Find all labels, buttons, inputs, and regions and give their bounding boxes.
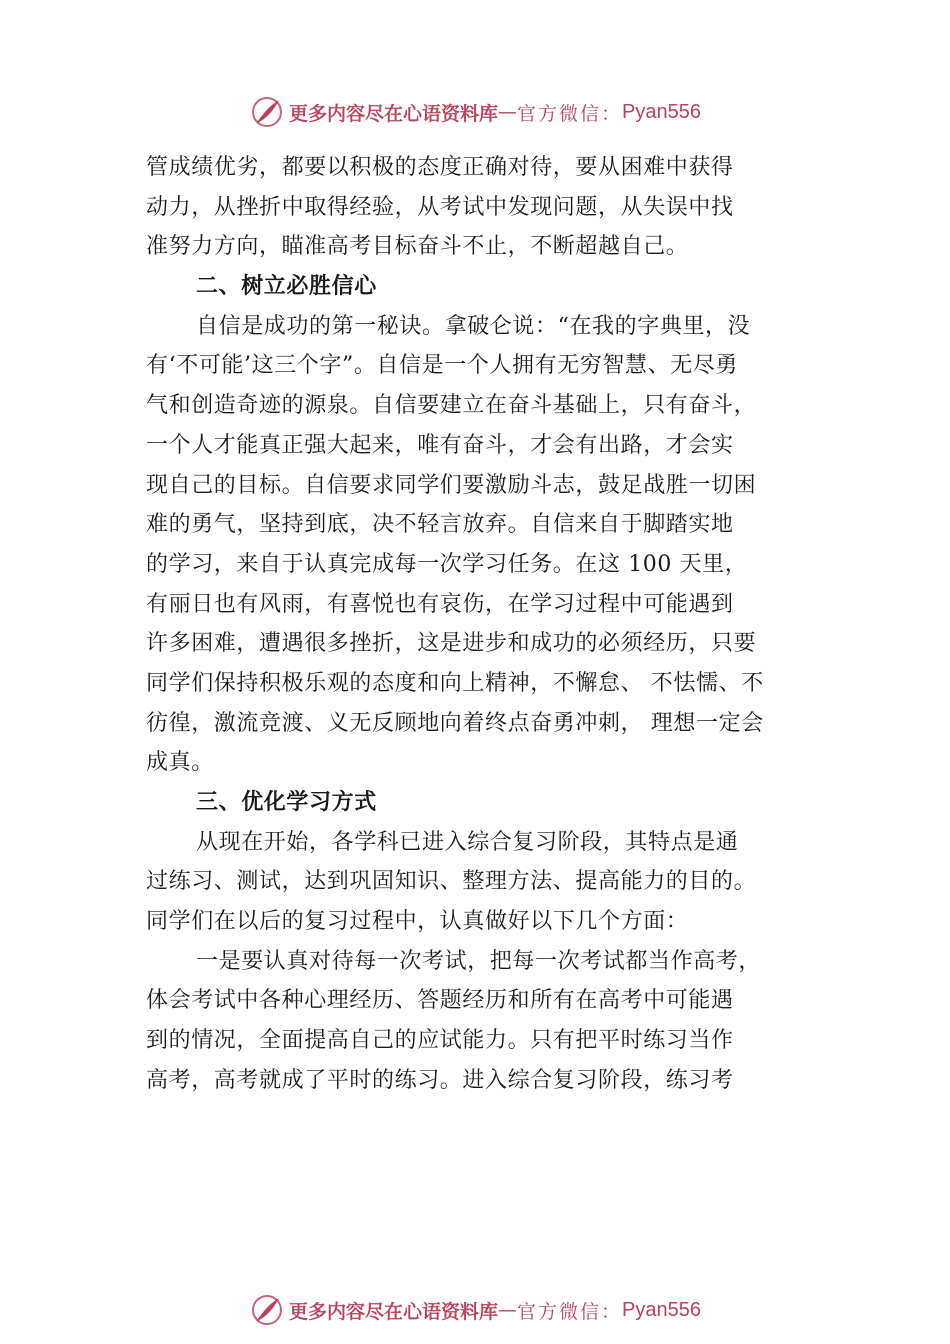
body-line: 有丽日也有风雨，有喜悦也有哀伤，在学习过程中可能遇到 — [146, 591, 734, 617]
banner-official-label: 官方微信： — [517, 102, 623, 125]
section-heading: 二、树立必胜信心 — [196, 274, 377, 300]
body-line: 的学习，来自于认真完成每一次学习任务。在这 100 天里， — [146, 551, 748, 577]
header-banner — [0, 92, 950, 132]
body-line: 一个人才能真正强大起来，唯有奋斗，才会有出路，才会实 — [146, 432, 734, 458]
body-line: 管成绩优劣，都要以积极的态度正确对待，要从困难中获得 — [146, 155, 734, 180]
body-line: 有‘不可能’这三个字”。自信是一个人拥有无穷智慧、无尽勇 — [146, 353, 739, 379]
body-line: 同学们保持积极乐观的态度和向上精神，不懈怠、 不怯懦、不 — [146, 670, 764, 696]
body-line: 成真。 — [146, 750, 214, 776]
body-line: 同学们在以后的复习过程中，认真做好以下几个方面： — [146, 909, 689, 935]
body-line: 一是要认真对待每一次考试，把每一次考试都当作高考， — [196, 948, 762, 974]
body-line: 动力，从挫折中取得经验，从考试中发现问题，从失误中找 — [146, 194, 734, 220]
section-heading: 三、优化学习方式 — [196, 790, 377, 815]
footer-banner — [0, 1290, 950, 1330]
body-line: 体会考试中各种心理经历、答题经历和所有在高考中可能遇 — [146, 988, 734, 1014]
body-line: 准努力方向，瞄准高考目标奋斗不止，不断超越自己。 — [146, 234, 689, 260]
body-line: 难的勇气，坚持到底，决不轻言放弃。自信来自于脚踏实地 — [146, 512, 734, 538]
body-line: 自信是成功的第一秘诀。拿破仑说：“在我的字典里，没 — [196, 313, 751, 339]
body-line: 气和创造奇迹的源泉。自信要建立在奋斗基础上，只有奋斗， — [146, 393, 757, 419]
banner-main-text: 更多内容尽在心语资料库 — [289, 102, 499, 125]
banner-official-label: 官方微信： — [517, 1300, 623, 1323]
quill-logo-icon — [249, 1292, 285, 1328]
body-line: 高考，高考就成了平时的练习。进入综合复习阶段，练习考 — [146, 1067, 734, 1093]
banner-dash: — — [498, 1299, 518, 1321]
document-body — [146, 148, 826, 1101]
body-line: 从现在开始，各学科已进入综合复习阶段，其特点是通 — [196, 829, 739, 855]
body-line: 到的情况，全面提高自己的应试能力。只有把平时练习当作 — [146, 1028, 734, 1054]
quill-logo-icon — [249, 94, 285, 130]
banner-dash: — — [498, 101, 518, 123]
body-line: 现自己的目标。自信要求同学们要激励斗志，鼓足战胜一切困 — [146, 472, 757, 498]
banner-main-text: 更多内容尽在心语资料库 — [289, 1300, 499, 1323]
banner-wechat-id: Pyan556 — [622, 1298, 701, 1321]
banner-wechat-id: Pyan556 — [622, 100, 701, 123]
body-line: 过练习、测试，达到巩固知识、整理方法、提高能力的目的。 — [146, 869, 757, 895]
body-line: 许多困难，遭遇很多挫折，这是进步和成功的必须经历，只要 — [146, 631, 757, 657]
body-line: 彷徨，激流竞渡、义无反顾地向着终点奋勇冲刺， 理想一定会 — [146, 710, 764, 736]
